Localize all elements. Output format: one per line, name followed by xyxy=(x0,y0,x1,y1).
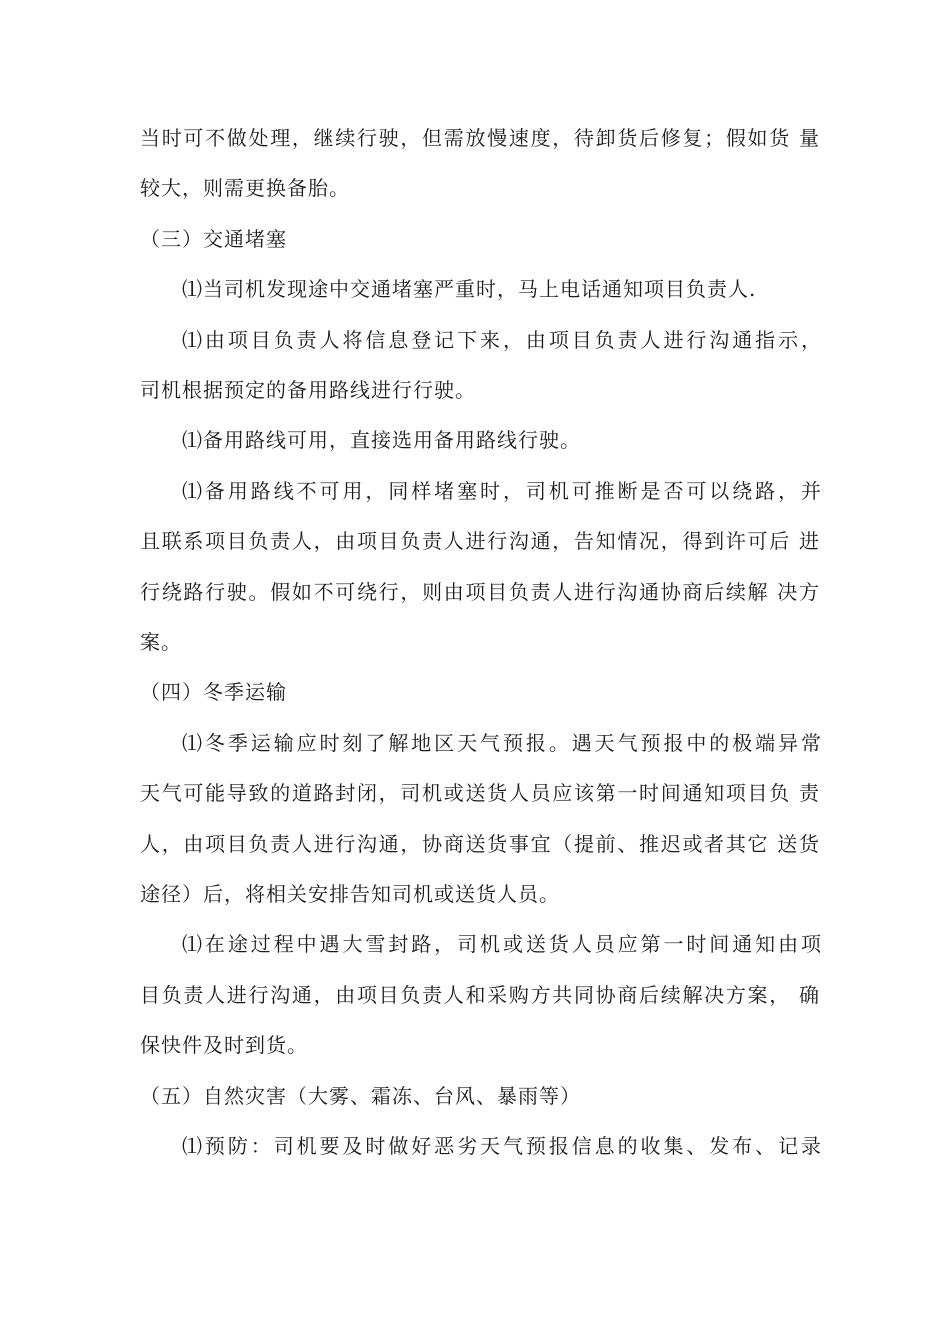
paragraph-line: 目负责人进行沟通，由项目负责人和采购方共同协商后续解决方案， 确 xyxy=(140,983,820,1007)
section-heading-4: （四）冬季运输 xyxy=(140,680,287,704)
paragraph-line: 且联系项目负责人，由项目负责人进行沟通，告知情况，得到许可后 进 xyxy=(140,529,820,553)
paragraph-line: 行绕路行驶。假如不可绕行，则由项目负责人进行沟通协商后续解 决方 xyxy=(140,580,820,604)
list-item: ⑴由项目负责人将信息登记下来，由项目负责人进行沟通指示， xyxy=(182,328,822,352)
paragraph-line: 司机根据预定的备用路线进行行驶。 xyxy=(140,378,476,402)
list-item: ⑴备用路线不可用，同样堵塞时，司机可推断是否可以绕路，并 xyxy=(182,479,822,503)
paragraph-line: 天气可能导致的道路封闭，司机或送货人员应该第一时间通知项目负 责 xyxy=(140,781,820,805)
paragraph-line: 当时可不做处理，继续行驶，但需放慢速度，待卸货后修复；假如货 量 xyxy=(140,126,820,150)
paragraph-line: 较大，则需更换备胎。 xyxy=(140,176,350,200)
paragraph-line: 途径）后，将相关安排告知司机或送货人员。 xyxy=(140,882,560,906)
paragraph-line: 案。 xyxy=(140,630,182,654)
paragraph-line: 人，由项目负责人进行沟通，协商送货事宜（提前、推迟或者其它 送货 xyxy=(140,832,820,856)
section-heading-5: （五）自然灾害（大雾、霜冻、台风、暴雨等） xyxy=(140,1084,581,1108)
section-heading-3: （三）交通堵塞 xyxy=(140,227,287,251)
list-item: ⑴备用路线可用，直接选用备用路线行驶。 xyxy=(182,428,581,452)
list-item: ⑴预防：司机要及时做好恶劣天气预报信息的收集、发布、记录 xyxy=(182,1134,822,1158)
list-item: ⑴在途过程中遇大雪封路，司机或送货人员应第一时间通知由项 xyxy=(182,932,822,956)
list-item: ⑴冬季运输应时刻了解地区天气预报。遇天气预报中的极端异常 xyxy=(182,731,822,755)
list-item: ⑴当司机发现途中交通堵塞严重时，马上电话通知项目负责人. xyxy=(182,277,757,301)
paragraph-line: 保快件及时到货。 xyxy=(140,1033,308,1057)
